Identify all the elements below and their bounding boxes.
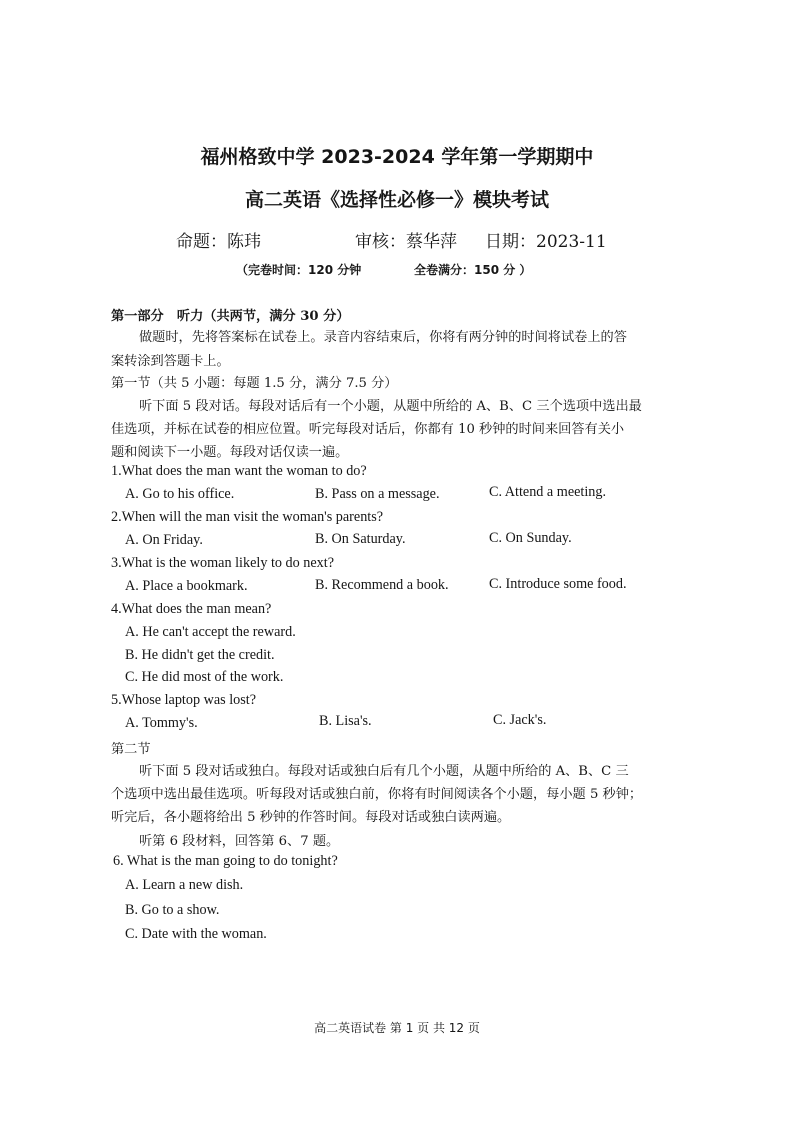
section2-instruction-line3: 听完后，各小题将给出 5 秒钟的作答时间。每段对话或独白读两遍。 xyxy=(111,810,511,825)
part1-instruction-line2: 案转涂到答题卡上。 xyxy=(111,354,230,369)
question-5-option-c: C. Jack's. xyxy=(493,712,547,728)
section1-heading: 第一节（共 5 小题：每题 1.5 分，满分 7.5 分） xyxy=(111,376,398,391)
question-6-option-b: B. Go to a show. xyxy=(125,902,220,918)
question-3-stem: 3.What is the woman likely to do next? xyxy=(111,555,335,571)
question-1-option-a: A. Go to his office. xyxy=(125,486,235,502)
question-3-option-b: B. Recommend a book. xyxy=(315,577,449,593)
section1-instruction-line3: 题和阅读下一小题。每段对话仅读一遍。 xyxy=(111,445,349,460)
question-4-stem: 4.What does the man mean? xyxy=(111,601,272,617)
reviewer: 审核：蔡华萍 xyxy=(355,232,457,252)
question-3-option-c: C. Introduce some food. xyxy=(489,576,627,592)
question-4-option-b: B. He didn't get the credit. xyxy=(125,647,275,663)
exam-title-line2: 高二英语《选择性必修一》模块考试 xyxy=(244,189,549,211)
section1-instruction-line1: 听下面 5 段对话。每段对话后有一个小题，从题中所给的 A、B、C 三个选项中选出最 xyxy=(139,399,642,414)
section1-instruction-line2: 佳选项，并标在试卷的相应位置。听完每段对话后，你都有 10 秒钟的时间来回答有关小 xyxy=(111,422,625,437)
time-info: （完卷时间：120 分钟 xyxy=(236,263,362,277)
question-5-option-b: B. Lisa's. xyxy=(319,713,372,729)
question-6-option-c: C. Date with the woman. xyxy=(125,926,267,942)
question-4-option-c: C. He did most of the work. xyxy=(125,669,284,685)
question-2-stem: 2.When will the man visit the woman's parents? xyxy=(111,509,384,525)
question-1-stem: 1.What does the man want the woman to do? xyxy=(111,463,367,479)
question-5-option-a: A. Tommy's. xyxy=(125,715,198,731)
section2-heading: 第二节 xyxy=(111,742,151,757)
part1-instruction-line1: 做题时，先将答案标在试卷上。录音内容结束后，你将有两分钟的时间将试卷上的答 xyxy=(139,330,627,345)
part1-heading: 第一部分 听力（共两节，满分 30 分） xyxy=(111,309,350,324)
question-2-option-c: C. On Sunday. xyxy=(489,530,572,546)
section2-material-note: 听第 6 段材料，回答第 6、7 题。 xyxy=(139,834,340,849)
question-3-option-a: A. Place a bookmark. xyxy=(125,578,248,594)
question-6-stem: 6. What is the man going to do tonight? xyxy=(113,853,338,869)
question-1-option-b: B. Pass on a message. xyxy=(315,486,440,502)
author: 命题：陈玮 xyxy=(176,232,261,252)
question-4-option-a: A. He can't accept the reward. xyxy=(125,624,296,640)
section2-instruction-line2: 个选项中选出最佳选项。听每段对话或独白前，你将有时间阅读各个小题，每小题 5 秒钟； xyxy=(111,787,643,802)
question-1-option-c: C. Attend a meeting. xyxy=(489,484,607,500)
question-6-option-a: A. Learn a new dish. xyxy=(125,877,244,893)
date: 日期：2023-11 xyxy=(485,232,607,252)
section2-instruction-line1: 听下面 5 段对话或独白。每段对话或独白后有几个小题，从题中所给的 A、B、C 三 xyxy=(139,764,629,779)
question-2-option-b: B. On Saturday. xyxy=(315,531,406,547)
question-5-stem: 5.Whose laptop was lost? xyxy=(111,692,256,708)
page-footer: 高二英语试卷 第 1 页 共 12 页 xyxy=(314,1021,480,1035)
score-info: 全卷满分：150 分 ） xyxy=(414,263,532,277)
exam-title-line1: 福州格致中学 2023-2024 学年第一学期期中 xyxy=(200,146,594,168)
question-2-option-a: A. On Friday. xyxy=(125,532,203,548)
